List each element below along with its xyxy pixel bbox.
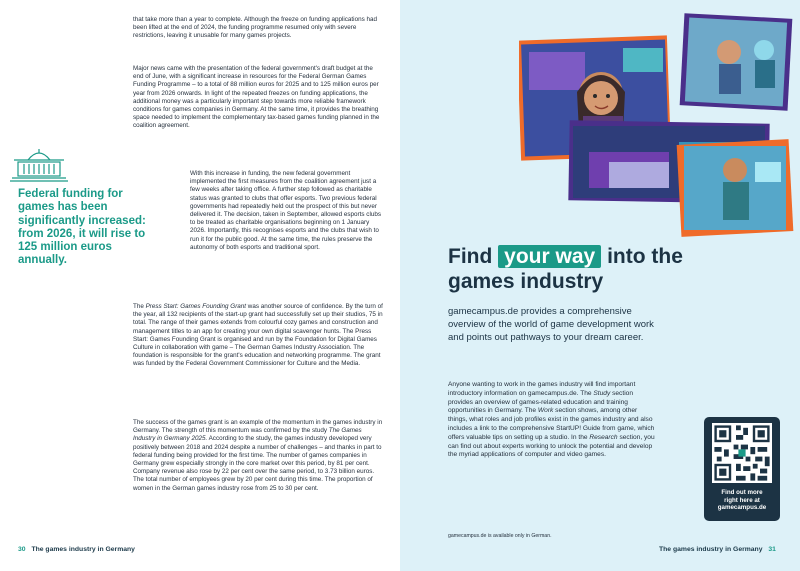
body-paragraph-2: Major news came with the presentation of the federal government's draft budget at the end of June, with a significant increase in resources for the Federal German Games Funding Programme – to a total of 88 million euros for 2025 and to 125 million euros per year from 2026 onwards. In light of the repeated freezes on funding applications, the additional money was a particularly important step towards more reliable framework conditions for games companies in Germany. At the same time, it provides the breathing space needed to implement the complementary tax-based games funding planned in the coalition agreement. xyxy=(133,65,380,130)
parliament-building-icon xyxy=(10,146,68,182)
body-paragraph-right: Anyone wanting to work in the games industry will find important introductory information on gamecampus.de. The Study section provides an overview of games-related education and training opportunities in Germany. The Work section shows, among other things, what roles and job profiles exist in the games industry and also includes a link to the comprehensive StartUP! Guide from game, which offers valuable tips on setting up a studio. In the Research section, you can find out about experts working to unlock the potential and develop the myriad applications of computer and video games. xyxy=(448,381,655,459)
left-folio xyxy=(18,546,135,553)
pull-quote: Federal funding for games has been significantly increased: from 2026, it will rise to 125 million euros annually. xyxy=(18,188,146,267)
page-heading: Find your way into the games industry xyxy=(448,245,683,293)
page-number-left: 30 xyxy=(18,546,26,553)
game-characters-illustration xyxy=(519,12,794,237)
heading-highlight: your way xyxy=(498,245,601,268)
right-page xyxy=(400,0,800,571)
footer-title-right: The games industry in Germany xyxy=(659,546,763,553)
page-number-right: 31 xyxy=(768,546,776,553)
right-folio xyxy=(659,546,776,553)
qr-card[interactable] xyxy=(704,417,780,521)
body-paragraph-5: The success of the games grant is an example of the momentum in the games industry in Germany. The strength of this momentum was confirmed by the study The Games Industry in Germany 2025. According to the study, the games industry developed very positively between 2018 and 2024 despite a number of challenges – and thanks in part to federal funding being provided for the first time. The number of games companies in Germany grew especially strongly in the core market over this period, by 81 per cent. Company revenue also rose by 22 per cent over the same period, to 3.73 billion euros. The total number of employees grew by 20 per cent during this time. The proportion of women in the German games industry rose from 25 to 30 per cent. xyxy=(133,419,383,492)
qr-caption: Find out more right here at gamecampus.de xyxy=(717,489,767,512)
footer-title-left: The games industry in Germany xyxy=(31,546,135,553)
body-paragraph-4: The Press Start: Games Founding Grant was another source of confidence. By the turn of the year, all 132 recipients of the start-up grant had successfully set up their studios, 75 in total. The range of their games extends from colourful cozy games and construction and management titles to an app for creating your own digital scavenger hunts. The Press Start: Games Founding Grant is organised and run by the Foundation for Digital Games Culture in collaboration with game – The German Games Industry Association. The foundation is responsible for the grant's education and networking programme. The grant was funded by the Federal Government Commissioner for Culture and the Media. xyxy=(133,303,383,368)
body-paragraph-1: that take more than a year to complete. Although the freeze on funding applications had been lifted at the end of 2024, the funding programme resumed only with severe restrictions, leaving it unusable for many games projects. xyxy=(133,16,377,40)
lead-paragraph: gamecampus.de provides a comprehensive overview of the world of game development work and points out pathways to your dream career. xyxy=(448,306,654,344)
qr-code-icon[interactable] xyxy=(712,423,772,483)
body-paragraph-3: With this increase in funding, the new federal government implemented the first measures from the coalition agreement just a few weeks after taking office. A further step followed as charitable status was granted to clubs that offer esports. Two previous federal governments had repeatedly held out the prospect of this but never delivered it. The decision, taken in September, allowed esports clubs to be treated as charitable organisations beginning on 1 January 2026. Importantly, this recognises esports and the clubs that wish to run it for the public good. At the same time, the rules preserve the autonomy of both esports and traditional sport. xyxy=(190,170,381,251)
availability-note: gamecampus.de is available only in German. xyxy=(448,533,552,539)
